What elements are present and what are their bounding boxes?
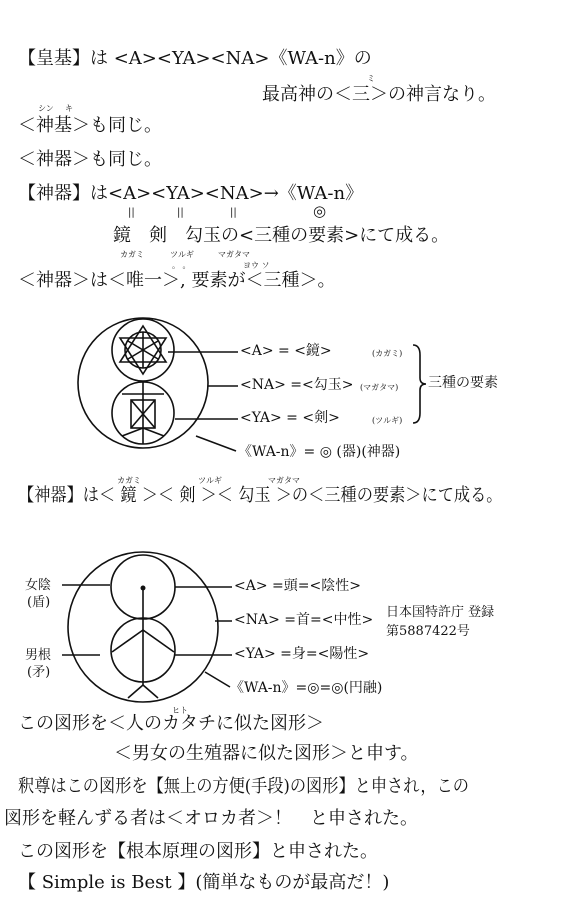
ruby-magatama-1: マガタマ	[218, 250, 250, 259]
ruby-kagami-1: カガミ	[120, 250, 144, 259]
line-6: 鏡 剣 勾玉の<三種の要素>にて成る。	[113, 225, 450, 246]
line-8: 【神器】は＜ 鏡 ＞＜ 剣 ＞＜ 勾玉 ＞の＜三種の要素＞にて成る。	[18, 485, 503, 506]
line-7: ＜神器＞は＜唯一＞, 要素が＜三種＞。	[18, 270, 336, 291]
line-5: 【神器】は<A><YA><NA>→《WA-n》	[18, 183, 364, 204]
fig1-row-ya: <YA> = <剣>	[240, 410, 340, 426]
fig2-left-top: 女陰	[25, 578, 52, 593]
fig1-row-wa: 《WA-n》= ◎ (器)(神器)	[238, 444, 401, 460]
line-4: ＜神器＞も同じ。	[18, 149, 162, 170]
line-9: この図形を＜人のカタチに似た図形＞	[18, 713, 324, 734]
registration-line-1: 日本国特許庁 登録	[386, 605, 495, 620]
fig2-row-ya: <YA> =身=<陽性>	[234, 646, 370, 662]
fig1-row-na: <NA> =<勾玉>	[240, 377, 354, 393]
fig2-row-na: <NA> =首=<中性>	[234, 612, 374, 628]
circle-mark: ◎	[313, 202, 327, 220]
line-10: ＜男女の生殖器に似た図形＞と申す。	[114, 743, 419, 764]
eq-mark-1: ||	[128, 207, 135, 218]
fig1-brace-label: 三種の要素	[428, 375, 498, 391]
fig1-row-a: <A> = <鏡>	[240, 343, 332, 359]
ruby-dots: 。 。	[172, 261, 191, 270]
line-12: 図形を軽んずる者は＜オロカ者＞！ と申された。	[4, 808, 418, 829]
ruby-ki: キ	[65, 104, 73, 113]
ruby-magatama-2: マガタマ	[268, 476, 300, 485]
eq-mark-3: ||	[230, 207, 237, 218]
ruby-kagami-2: カガミ	[117, 476, 141, 485]
fig2-left-bottom-sub: (矛)	[27, 665, 51, 680]
line-11: 釈尊はこの図形を【無上の方便(手段)の図形】と申され，この	[18, 776, 470, 797]
fig1-note-ya: (ツルギ)	[372, 416, 403, 425]
fig1-note-na: (マガタマ)	[360, 383, 399, 392]
fig2-left-top-sub: (盾)	[27, 595, 51, 610]
ruby-youso: ヨウ ソ	[243, 261, 270, 270]
line-13: この図形を【根本原理の図形】と申された。	[18, 841, 378, 862]
eq-mark-2: ||	[177, 207, 184, 218]
line-3: ＜神基＞も同じ。	[18, 115, 162, 136]
fig2-row-a: <A> =頭=<陰性>	[234, 578, 361, 594]
fig1-note-a: (カガミ)	[372, 349, 403, 358]
ruby-hito: ヒト	[172, 706, 188, 715]
fig2-row-wa: 《WA-n》=◎=◎(円融)	[230, 680, 383, 696]
ruby-shin: シン	[38, 104, 54, 113]
registration-line-2: 第5887422号	[386, 624, 470, 639]
line-2: 最高神の＜三＞の神言なり。	[262, 84, 496, 105]
line-14: 【 Simple is Best 】(簡単なものが最高だ！)	[18, 872, 390, 893]
ruby-tsurugi-2: ツルギ	[198, 476, 222, 485]
fig2-left-bottom: 男根	[25, 648, 52, 663]
line-1: 【皇基】は <A><YA><NA>《WA-n》の	[18, 48, 372, 69]
ruby-mi: ミ	[367, 74, 375, 83]
ruby-tsurugi-1: ツルギ	[170, 250, 194, 259]
